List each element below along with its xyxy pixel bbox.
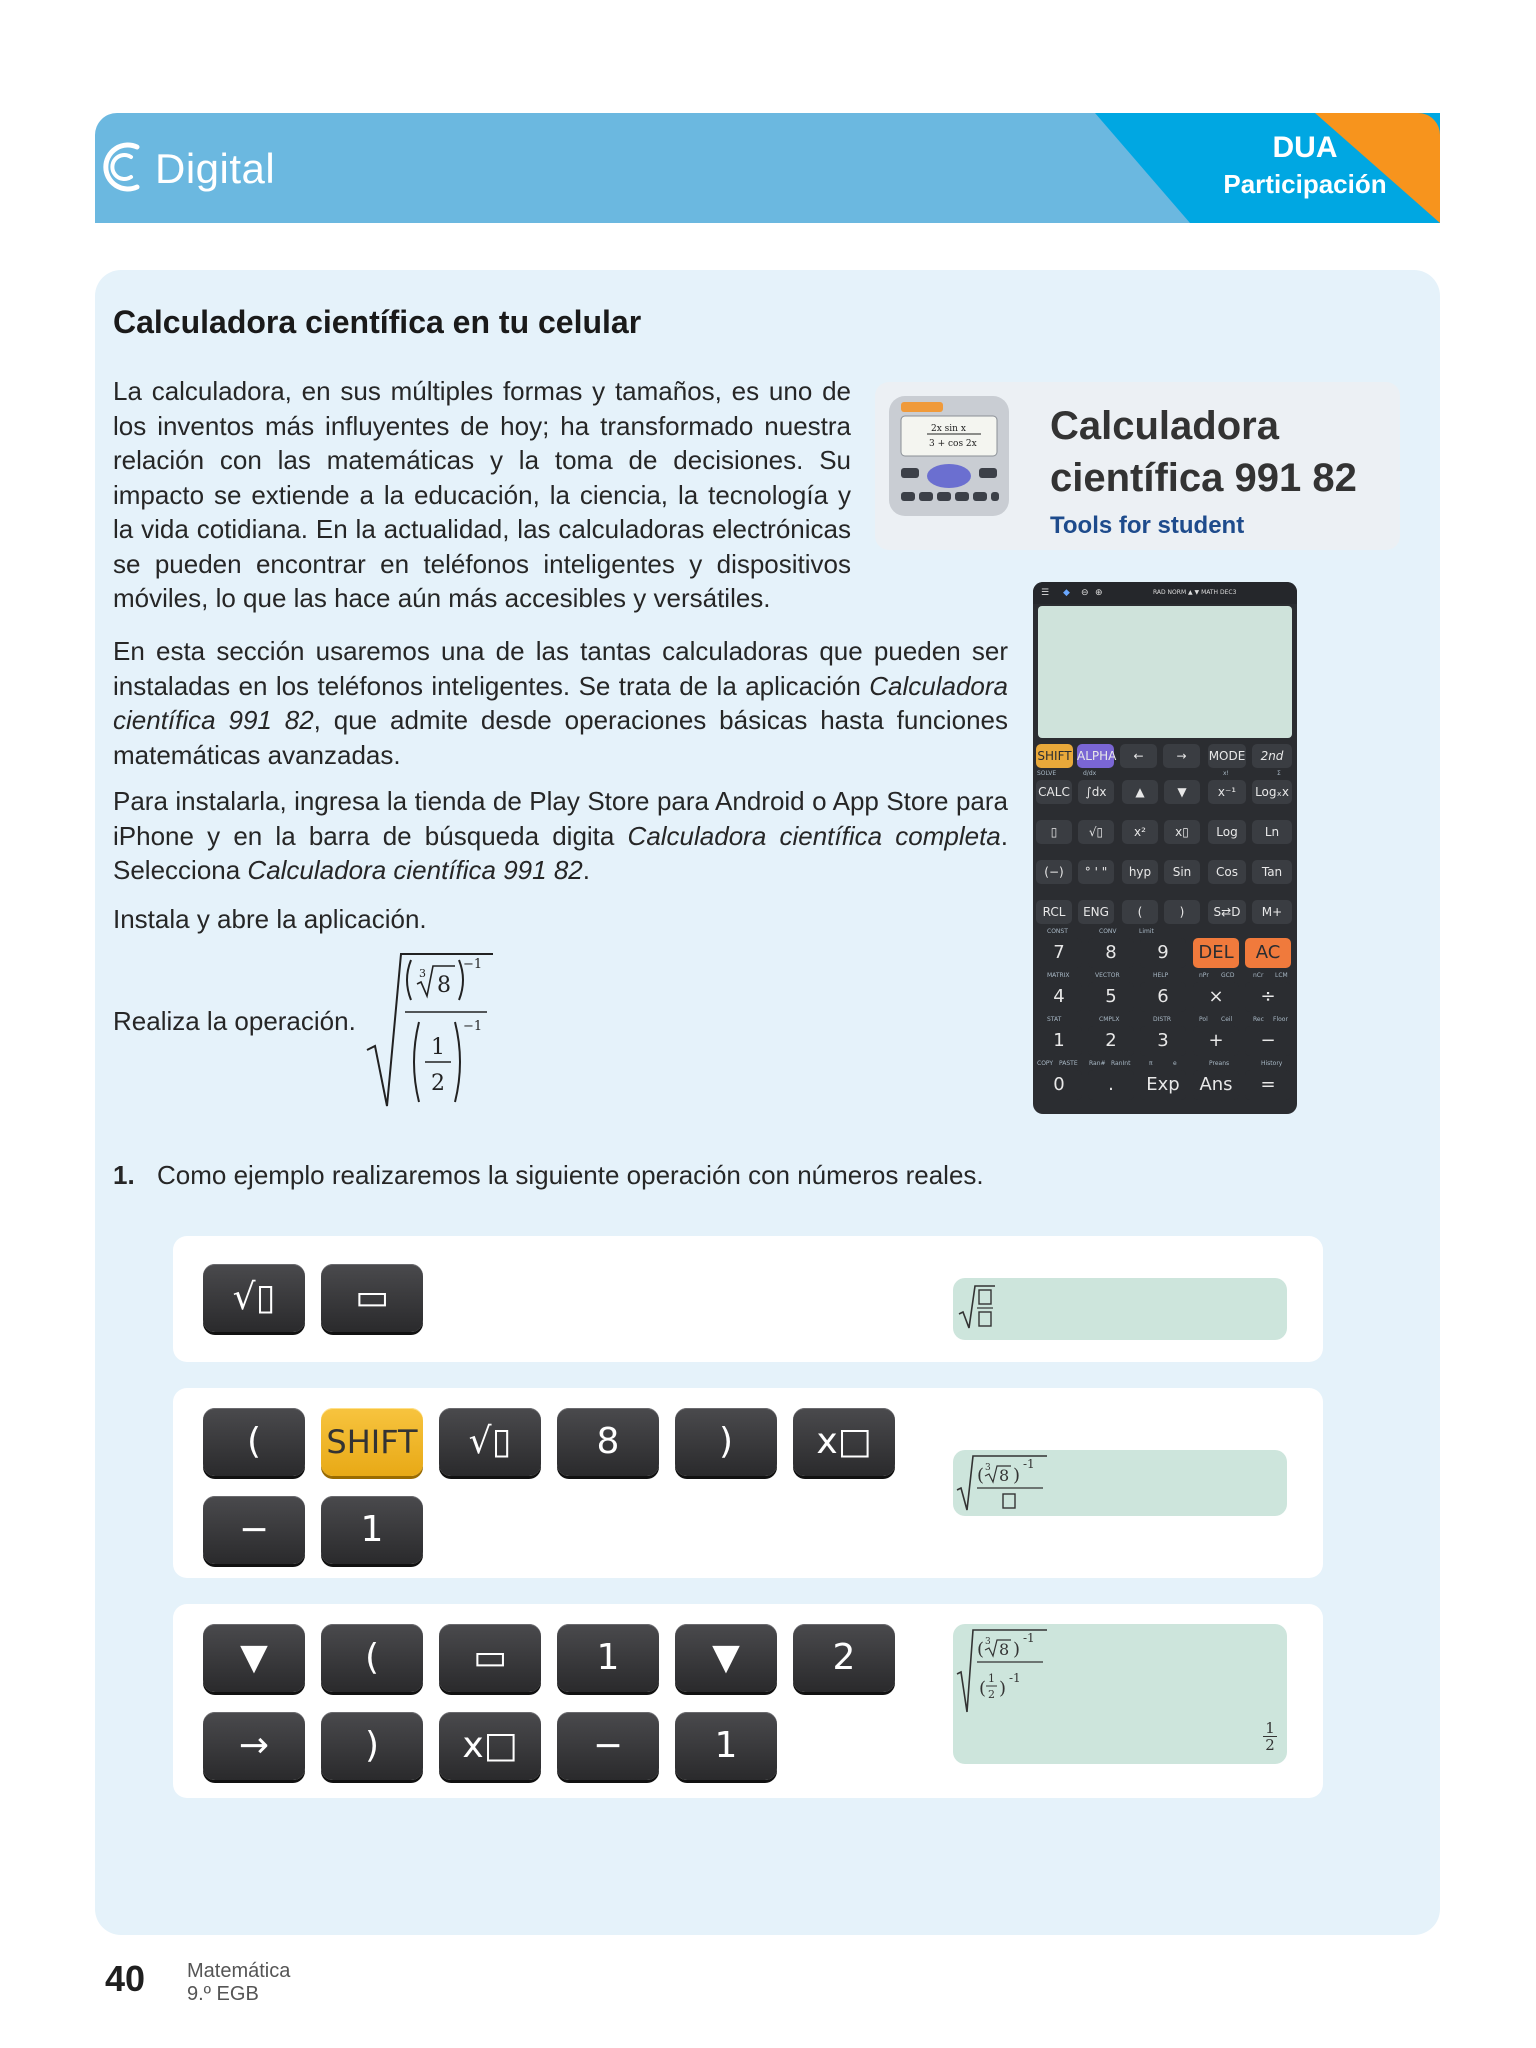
- phone-label-ncr: nCr: [1253, 972, 1264, 979]
- phone-status-bar: [1033, 582, 1297, 604]
- phone-key-degrees[interactable]: ° ' ": [1078, 860, 1114, 884]
- page-number: 40: [105, 1958, 146, 1999]
- phone-label-conv: CONV: [1099, 928, 1117, 935]
- formula-frac-den: 2: [431, 1071, 445, 1096]
- key-close-paren-2[interactable]: ): [321, 1712, 423, 1780]
- operation-label: Realiza la operación.: [113, 1006, 356, 1036]
- p3-app-name: Calculadora científica 991 82: [247, 855, 583, 885]
- svg-text:): ): [1013, 1639, 1021, 1660]
- key-close-paren[interactable]: ): [675, 1408, 777, 1476]
- p2-text-a: En esta sección usaremos una de las tantas calculadoras que pueden ser instaladas en los teléfonos inteligentes. Se trata de la aplicación: [113, 636, 1008, 701]
- dua-subtitle: Participación: [1223, 169, 1387, 199]
- display-3-expression: [955, 1626, 1075, 1716]
- article-title: Calculadora científica en tu celular: [113, 304, 642, 340]
- phone-key-mode[interactable]: MODE: [1208, 744, 1246, 768]
- key-right-arrow[interactable]: →: [203, 1712, 305, 1780]
- phone-label-solve: SOLVE: [1037, 770, 1057, 777]
- phone-key-down[interactable]: ▼: [1164, 780, 1200, 804]
- display-3-exponent-top: -1: [1023, 1631, 1035, 1645]
- phone-label-ddx: d/dx: [1083, 770, 1097, 777]
- phone-key-alpha[interactable]: ALPHA: [1077, 744, 1114, 768]
- phone-label-ceil: Ceil: [1221, 1016, 1233, 1023]
- key-fraction-2[interactable]: ▭: [439, 1624, 541, 1692]
- p3-text-a: Para instalarla, ingresa la tienda de Play Store para Android o App Store para iPhone y en la barra de búsqueda digita: [113, 786, 1008, 851]
- phone-key-dot[interactable]: .: [1088, 1070, 1134, 1100]
- content-card: [95, 270, 1440, 1935]
- phone-label-ran: Ran#: [1089, 1060, 1106, 1067]
- display-1-expression: [957, 1282, 1017, 1336]
- key-1-exp[interactable]: 1: [675, 1712, 777, 1780]
- key-power[interactable]: x□: [793, 1408, 895, 1476]
- display-screen-2: [953, 1450, 1287, 1516]
- key-sqrt[interactable]: √▯: [203, 1264, 305, 1332]
- phone-label-distr: DISTR: [1153, 1016, 1172, 1023]
- phone-key-minus[interactable]: −: [1245, 1026, 1291, 1056]
- phone-key-sqrt[interactable]: √▯: [1078, 820, 1114, 844]
- phone-key-square[interactable]: x²: [1122, 820, 1158, 844]
- phone-key-shift[interactable]: SHIFT: [1036, 744, 1073, 768]
- phone-label-lcm: LCM: [1275, 972, 1288, 979]
- paragraph-intro: La calculadora, en sus múltiples formas y tamaños, es uno de los inventos más influyentes de hoy; ha transformado nuestra relación con las matemáticas y la toma de decisiones. Su impacto se extiende a la educación, la ciencia, la tecnología y la vida cotidiana. En la actualidad, las calculadoras electrónicas se pueden encontrar en teléfonos inteligentes y dispositivos móviles, lo que las hace aún más accesibles y versátiles.: [113, 376, 851, 613]
- phone-key-up[interactable]: ▲: [1122, 780, 1158, 804]
- phone-key-log[interactable]: Log: [1208, 820, 1246, 844]
- key-open-paren-2[interactable]: (: [321, 1624, 423, 1692]
- phone-key-rcl[interactable]: RCL: [1036, 900, 1072, 924]
- key-8[interactable]: 8: [557, 1408, 659, 1476]
- logo-formula-num: 2x sin x: [931, 424, 966, 434]
- phone-label-stat: STAT: [1047, 1016, 1062, 1023]
- phone-key-power[interactable]: x▯: [1164, 820, 1200, 844]
- display-screen-3: [953, 1624, 1287, 1764]
- phone-key-inverse[interactable]: x⁻¹: [1208, 780, 1246, 804]
- phone-status-text: RAD NORM ▲ ▼ MATH DEC3: [1153, 589, 1237, 596]
- formula-root-index: 3: [419, 967, 426, 980]
- phone-key-sin[interactable]: Sin: [1164, 860, 1200, 884]
- step-text: Como ejemplo realizaremos la siguiente operación con números reales.: [157, 1160, 984, 1190]
- section-title: Digital: [155, 145, 276, 192]
- key-down-2[interactable]: ▼: [675, 1624, 777, 1692]
- svg-text:): ): [999, 1678, 1007, 1699]
- display-3-result-num: 1: [1265, 1719, 1275, 1737]
- phone-key-1[interactable]: 1: [1036, 1026, 1082, 1056]
- key-open-paren[interactable]: (: [203, 1408, 305, 1476]
- key-power-2[interactable]: x□: [439, 1712, 541, 1780]
- p2-text-b: , que admite desde operaciones básicas hasta funciones matemáticas avanzadas.: [113, 705, 1008, 770]
- paragraph-open: Instala y abre la aplicación.: [113, 904, 427, 934]
- phone-key-sd[interactable]: S⇄D: [1208, 900, 1246, 924]
- phone-key-logx[interactable]: Logₓx: [1252, 780, 1292, 804]
- formula-radicand: 8: [437, 973, 451, 998]
- phone-key-2[interactable]: 2: [1088, 1026, 1134, 1056]
- phone-label-history: History: [1261, 1060, 1283, 1067]
- display-3-frac-den: 2: [988, 1688, 995, 1701]
- phone-key-integral[interactable]: ∫dx: [1078, 780, 1114, 804]
- key-shift[interactable]: SHIFT: [321, 1408, 423, 1476]
- phone-key-ac[interactable]: AC: [1245, 938, 1291, 968]
- phone-key-tan[interactable]: Tan: [1252, 860, 1292, 884]
- minus-circle-icon[interactable]: ⊖: [1081, 588, 1089, 598]
- phone-label-copy: COPY: [1037, 1060, 1054, 1067]
- operation-formula: [365, 950, 495, 1110]
- display-2-expression: [955, 1452, 1075, 1514]
- display-3-result: [1263, 1720, 1277, 1753]
- phone-label-preans: Preans: [1209, 1060, 1230, 1067]
- display-2-radicand: 8: [999, 1466, 1010, 1485]
- key-sqrt-shift[interactable]: √▯: [439, 1408, 541, 1476]
- footer-subject: Matemática: [187, 1960, 291, 1982]
- key-down-1[interactable]: ▼: [203, 1624, 305, 1692]
- phone-label-sigma: Σ: [1277, 770, 1281, 777]
- phone-key-0[interactable]: 0: [1036, 1070, 1082, 1100]
- formula-exp-bottom: −1: [463, 1019, 483, 1034]
- phone-key-3[interactable]: 3: [1140, 1026, 1186, 1056]
- phone-key-negative[interactable]: (−): [1036, 860, 1072, 884]
- key-row-panel-3: [173, 1604, 1323, 1798]
- plus-circle-icon[interactable]: ⊕: [1095, 588, 1103, 598]
- menu-icon[interactable]: ☰: [1041, 588, 1050, 598]
- phone-label-vector: VECTOR: [1095, 972, 1120, 979]
- phone-key-9[interactable]: 9: [1140, 938, 1186, 968]
- phone-key-eng[interactable]: ENG: [1078, 900, 1114, 924]
- phone-key-multiply[interactable]: ×: [1193, 982, 1239, 1012]
- phone-key-equals[interactable]: =: [1245, 1070, 1291, 1100]
- diamond-icon[interactable]: ◆: [1063, 588, 1070, 598]
- app-name: [1050, 400, 1357, 504]
- svg-text:(: (: [979, 1678, 987, 1699]
- phone-label-limit: Limit: [1139, 928, 1154, 935]
- key-1[interactable]: 1: [321, 1496, 423, 1564]
- phone-label-ranint: RanInt: [1111, 1060, 1131, 1067]
- phone-key-close-paren[interactable]: ): [1164, 900, 1200, 924]
- formula-exp-top: −1: [463, 957, 483, 972]
- display-screen-1: [953, 1278, 1287, 1340]
- key-fraction[interactable]: ▭: [321, 1264, 423, 1332]
- digital-logo-icon: [99, 137, 145, 197]
- app-name-line1: Calculadora: [1050, 404, 1279, 448]
- phone-key-open-paren[interactable]: (: [1122, 900, 1158, 924]
- key-row-panel-2: [173, 1388, 1323, 1578]
- p3-search-term: Calculadora científica completa: [627, 820, 1001, 851]
- display-3-frac-num: 1: [988, 1672, 995, 1685]
- display-3-root-index: 3: [985, 1637, 991, 1647]
- phone-key-mplus[interactable]: M+: [1252, 900, 1292, 924]
- section-banner: [95, 113, 1440, 223]
- phone-label-pi: π: [1149, 1060, 1153, 1067]
- phone-key-left[interactable]: ←: [1120, 744, 1157, 768]
- key-2[interactable]: 2: [793, 1624, 895, 1692]
- key-1-num[interactable]: 1: [557, 1624, 659, 1692]
- phone-label-fact: x!: [1223, 770, 1229, 777]
- footer-grade: 9.º EGB: [187, 1983, 259, 2005]
- app-developer: Tools for student: [1050, 512, 1245, 539]
- formula-frac-num: 1: [431, 1035, 445, 1060]
- svg-text:(: (: [977, 1639, 985, 1660]
- paragraph-app: [113, 634, 1008, 772]
- phone-key-5[interactable]: 5: [1088, 982, 1134, 1012]
- calculator-app-icon: [887, 394, 1011, 518]
- phone-key-divide[interactable]: ÷: [1245, 982, 1291, 1012]
- display-3-radicand: 8: [999, 1640, 1010, 1659]
- key-negative[interactable]: −: [203, 1496, 305, 1564]
- phone-label-cmplx: CMPLX: [1099, 1016, 1120, 1023]
- display-2-exponent: -1: [1023, 1457, 1035, 1471]
- logo-formula-den: 3 + cos 2x: [929, 439, 977, 449]
- phone-label-e: e: [1173, 1060, 1177, 1067]
- phone-key-del[interactable]: DEL: [1193, 938, 1239, 968]
- phone-label-help: HELP: [1153, 972, 1169, 979]
- key-row-panel-1: [173, 1236, 1323, 1362]
- phone-key-exp[interactable]: Exp: [1140, 1070, 1186, 1100]
- display-3-result-den: 2: [1263, 1736, 1277, 1753]
- phone-label-matrix: MATRIX: [1047, 972, 1070, 979]
- phone-label-rec: Rec: [1253, 1016, 1264, 1023]
- p2-app-name: Calculadora científica 991 82: [113, 670, 1008, 735]
- svg-text:): ): [1013, 1465, 1021, 1486]
- app-store-badge[interactable]: [875, 382, 1400, 550]
- key-negative-2[interactable]: −: [557, 1712, 659, 1780]
- phone-key-6[interactable]: 6: [1140, 982, 1186, 1012]
- phone-calculator: [1033, 582, 1297, 1114]
- phone-key-2nd[interactable]: 2nd: [1252, 744, 1292, 768]
- phone-key-8[interactable]: 8: [1088, 938, 1134, 968]
- phone-label-npr: nPr: [1199, 972, 1209, 979]
- phone-key-plus[interactable]: +: [1193, 1026, 1239, 1056]
- phone-key-fraction[interactable]: ▯: [1036, 820, 1072, 844]
- phone-label-paste: PASTE: [1059, 1060, 1078, 1067]
- phone-key-cos[interactable]: Cos: [1208, 860, 1246, 884]
- paragraph-install: [113, 784, 1008, 888]
- phone-key-ans[interactable]: Ans: [1193, 1070, 1239, 1100]
- step-number: 1.: [113, 1160, 135, 1190]
- display-3-exponent-bottom: -1: [1009, 1671, 1021, 1685]
- p3-text-b: . Selecciona: [113, 820, 1008, 885]
- phone-key-calc[interactable]: CALC: [1036, 780, 1072, 804]
- p3-text-c: .: [582, 855, 590, 885]
- phone-label-gcd: GCD: [1221, 972, 1235, 979]
- display-2-root-index: 3: [985, 1463, 991, 1473]
- phone-key-hyp[interactable]: hyp: [1122, 860, 1158, 884]
- phone-key-7[interactable]: 7: [1036, 938, 1082, 968]
- phone-key-4[interactable]: 4: [1036, 982, 1082, 1012]
- phone-key-right[interactable]: →: [1163, 744, 1200, 768]
- phone-label-pol: Pol: [1199, 1016, 1208, 1023]
- phone-display: [1038, 606, 1292, 738]
- svg-text:(: (: [977, 1465, 985, 1486]
- phone-key-ln[interactable]: Ln: [1252, 820, 1292, 844]
- app-name-line2: científica 991 82: [1050, 456, 1357, 500]
- dua-label: DUA: [1272, 131, 1338, 164]
- phone-label-const: CONST: [1047, 928, 1068, 935]
- phone-label-floor: Floor: [1273, 1016, 1288, 1023]
